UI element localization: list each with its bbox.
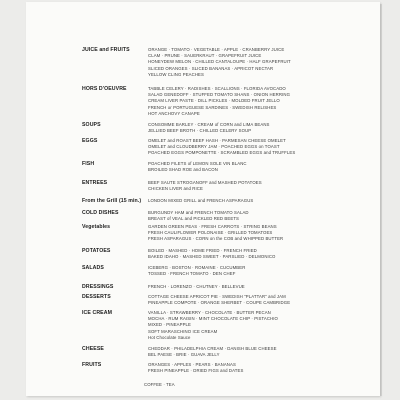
menu-section [82, 198, 372, 205]
menu-section-items [148, 138, 372, 157]
menu-section [82, 310, 372, 341]
menu-section [82, 294, 372, 306]
menu-section-items [148, 180, 372, 192]
menu-section [82, 138, 372, 157]
menu-item-line: HONEYDEW MELON · CHILLED CANTALOUPE · HALF GRAPEFRUIT [148, 59, 291, 65]
menu-section-items [144, 382, 400, 388]
menu-section [82, 224, 372, 243]
menu-item-line: FRESH PINEAPPLE · DRIED FIGS and DATES [148, 368, 244, 374]
menu-section-label: ENTREES [82, 180, 108, 186]
menu-section-items [148, 248, 372, 260]
menu-section [82, 346, 372, 358]
menu-item-line: VANILLA · STRAWBERRY · CHOCOLATE · BUTTER PECAN [148, 310, 271, 315]
menu-item-line: BURGUNDY HAM and FRENCH TOMATO SALAD [148, 210, 249, 215]
menu-item-line: HOT ANCHOVY CANAPE [148, 110, 200, 116]
menu-item-line: MOCHA · RUM RAISIN · MINT CHOCOLATE CHIP · PISTACHIO [148, 316, 278, 322]
menu-item-line: POACHED EGGS POMPONETTE · SCRAMBLED EGGS and TRUFFLES [148, 150, 296, 156]
menu-item-line: BEEF SAUTE STROGANOFF and MASHED POTATOES [148, 180, 262, 185]
menu-item-line: ORANGES · APPLES · PEARS · BANANAS [148, 362, 236, 367]
menu-section-label: COLD DISHES [82, 210, 119, 216]
menu-section-items [148, 122, 372, 134]
menu-item-line: ORANGE · TOMATO · VEGETABLE · APPLE · CRANBERRY JUICE [148, 47, 285, 52]
menu-section-label: From the Grill (15 min.) [82, 198, 142, 204]
menu-section [144, 382, 400, 388]
menu-section-items [148, 346, 372, 358]
menu-item-line: BAKED IDAHO · MASHED SWEET · PARSLIED · DELMONICO [148, 254, 276, 260]
menu-item-line: FRESH CAULIFLOWER POLONAISE · GRILLED TOMATOES [148, 230, 273, 236]
menu-section-label: SOUPS [82, 122, 101, 128]
menu-section-label: FISH [82, 161, 95, 167]
menu-item-line: BREAST of VEAL and PICKLED RED BEETS [148, 216, 240, 222]
menu-section-items [148, 310, 372, 341]
menu-item-line: TABBLE CELERY · RADISHES · SCALLIONS · FLORIDA AVOCADO [148, 86, 286, 91]
menu-section-label: SALADS [82, 265, 104, 271]
menu-item-line: PINEAPPLE COMPOTE · ORANGE SHERBET · COUPE CAMBRIDGE [148, 300, 291, 306]
menu-list [26, 2, 380, 396]
menu-item-line: BROILED SHAD ROE and BACON [148, 167, 218, 173]
menu-item-line: BOILED · MASHED · HOME FRIED · FRENCH FRIED [148, 248, 257, 253]
menu-section [82, 265, 372, 277]
menu-section-label: POTATOES [82, 248, 111, 254]
menu-section [82, 210, 372, 222]
menu-item-line: CONSOMME BARLEY · CREAM of CORN and LIMA BEANS [148, 122, 270, 127]
menu-section-items [148, 362, 372, 374]
menu-section [82, 122, 372, 134]
menu-item-line: GARDEN GREEN PEAS · FRESH CARROTS · STRING BEANS [148, 224, 277, 229]
menu-item-line: SOFT MARASCHINO ICE CREAM [148, 328, 218, 334]
menu-section-items [148, 294, 372, 306]
menu-section-label: HORS D'OEUVRE [82, 86, 127, 92]
menu-section-label: DESSERTS [82, 294, 111, 300]
menu-item-line: CHEDDAR · PHILADELPHIA CREAM · DANISH BLUE CHEESE [148, 346, 277, 351]
menu-section [82, 161, 372, 173]
menu-section-label: Vegetables [82, 224, 111, 230]
menu-section-label: JUICE and FRUITS [82, 47, 130, 53]
menu-item-line: Hot Chocolate Sauce [148, 334, 191, 340]
menu-page [26, 2, 380, 396]
menu-section-items [148, 47, 372, 78]
menu-item-line: YELLOW CLING PEACHES [148, 71, 204, 77]
menu-section-label: FRUITS [82, 362, 102, 368]
menu-section-items [148, 161, 372, 173]
menu-item-line: SALAD GENEDOFF · STUFFED TOMATO SHANS · ONION HERRING [148, 92, 291, 98]
menu-section-label: DRESSINGS [82, 284, 114, 290]
menu-section-label: CHEESE [82, 346, 104, 352]
menu-item-line: OMELET and CLOUDBERRY JAM · POACHED EGGS on TOAST [148, 144, 280, 150]
menu-item-line: TOSSED · FRENCH TOMATO · DEN CHEF [148, 271, 236, 277]
menu-item-line: ICEBERG · BOSTON · ROMAINE · CUCUMBER [148, 265, 246, 270]
menu-section [82, 180, 372, 192]
menu-item-line: FRESH ASPARAGUS · CORN on the COB and WHIPPED BUTTER [148, 236, 284, 242]
menu-section-label: EGGS [82, 138, 98, 144]
menu-item-line: FRENCH · LORENZO · CHUTNEY · BELLEVUE [148, 284, 245, 289]
menu-item-line: SLICED ORANGES · SLICED BANANAS · APRICOT NECTAR [148, 65, 274, 71]
menu-section [82, 284, 372, 291]
menu-section-items [148, 210, 372, 222]
menu-section [82, 362, 372, 374]
menu-item-line: MIXED · PINEAPPLE [148, 322, 192, 328]
menu-item-line: COTTAGE CHEESE APRICOT PIE · SWEDISH "PLATTAR" and JAM [148, 294, 286, 299]
menu-section-label: ICE CREAM [82, 310, 113, 316]
menu-item-line: BEL PAESE · BRIE · GUAVA JELLY [148, 352, 220, 358]
menu-section-items [148, 265, 372, 277]
menu-section-items [148, 284, 372, 290]
menu-section [82, 86, 372, 117]
menu-section [82, 47, 372, 78]
menu-section [82, 248, 372, 260]
menu-item-line: OMELET and ROAST BEEF HASH · PARMESAN CHEESE OMELET [148, 138, 286, 143]
menu-item-line: CHICKEN LIVER and RICE [148, 186, 203, 192]
menu-section-items [148, 86, 372, 117]
menu-section-items [148, 224, 372, 243]
menu-item-line: CREAM LIVER PASTE · DILL PICKLES · MOLDED FRUIT JELLO [148, 98, 280, 104]
menu-item-line: JELLIED BEEF BROTH · CHILLED CELERY SOUP [148, 128, 252, 134]
menu-item-line: POACHED FILETS of LEMON SOLE VIN BLANC [148, 161, 247, 166]
menu-section-items [148, 198, 372, 204]
menu-item-line: CLAM · PRUNE · SAUERKRAUT · GRAPEFRUIT JUICE [148, 53, 262, 59]
menu-item-line: LONDON MIXED GRILL and FRENCH ASPARAGUS [148, 198, 254, 203]
menu-item-line: COFFEE · TEA [144, 382, 175, 387]
menu-item-line: FRENCH or PORTUGUESE SARDINES · SWEDISH RELISHES [148, 104, 277, 110]
